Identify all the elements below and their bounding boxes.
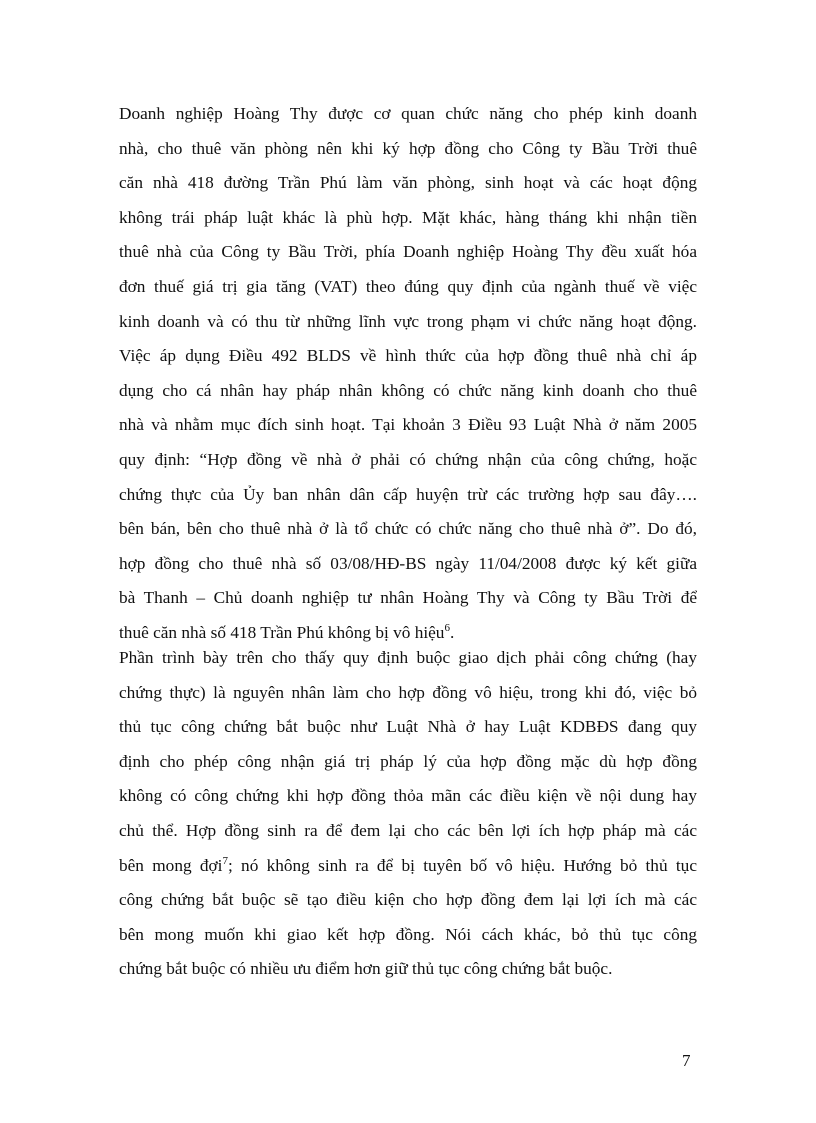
paragraph-line [119, 849, 697, 884]
paragraph-line: thủ tục công chứng bắt buộc như Luật Nhà ở hay Luật KDBĐS đang quy [119, 717, 697, 737]
paragraph-line: đơn thuế giá trị gia tăng (VAT) theo đúng quy định của ngành thuế về việc [119, 276, 697, 296]
body-paragraph [119, 97, 697, 651]
paragraph-line: nhà, cho thuê văn phòng nên khi ký hợp đồng cho Công ty Bầu Trời thuê [119, 138, 697, 158]
paragraph-line: hợp đồng cho thuê nhà số 03/08/HĐ-BS ngày 11/04/2008 được ký kết giữa [119, 553, 697, 573]
paragraph-text: . [449, 622, 455, 642]
paragraph-line: thuê nhà của Công ty Bầu Trời, phía Doanh nghiệp Hoàng Thy đều xuất hóa [119, 242, 697, 262]
paragraph-line: kinh doanh và có thu từ những lĩnh vực trong phạm vi chức năng hoạt động. [119, 311, 697, 331]
paragraph-line: Doanh nghiệp Hoàng Thy được cơ quan chức năng cho phép kinh doanh [119, 104, 697, 123]
paragraph-line: Việc áp dụng Điều 492 BLDS về hình thức của hợp đồng thuê nhà chỉ áp [119, 346, 697, 366]
paragraph-line: bên bán, bên cho thuê nhà ở là tổ chức có chức năng cho thuê nhà ở”. Do đó, [119, 519, 697, 539]
paragraph-line: nhà và nhằm mục đích sinh hoạt. Tại khoản 3 Điều 93 Luật Nhà ở năm 2005 [119, 415, 697, 435]
paragraph-line: Phần trình bày trên cho thấy quy định buộc giao dịch phải công chứng (hay [119, 648, 697, 667]
paragraph-line: không trái pháp luật khác là phù hợp. Mặt khác, hàng tháng khi nhận tiền [119, 207, 697, 227]
paragraph-line: chứng thực của Ủy ban nhân dân cấp huyện trừ các trường hợp sau đây…. [119, 484, 697, 504]
footnote-reference[interactable]: 7 [222, 854, 228, 867]
paragraph-text: bên mong đợi [119, 855, 223, 875]
footnote-reference[interactable]: 6 [444, 622, 450, 635]
paragraph-line: công chứng bắt buộc sẽ tạo điều kiện cho hợp đồng đem lại lợi ích mà các [119, 890, 697, 910]
paragraph-last-line: chứng bắt buộc có nhiều ưu điểm hơn giữ thủ tục công chứng bắt buộc. [119, 959, 613, 979]
paragraph-text: ; nó không sinh ra để bị tuyên bố vô hiệu. Hướng bỏ thủ tục [227, 855, 697, 875]
paragraph-line: bà Thanh – Chủ doanh nghiệp tư nhân Hoàng Thy và Công ty Bầu Trời để [119, 588, 697, 608]
page-number: 7 [682, 1051, 691, 1070]
body-paragraph [119, 641, 697, 987]
paragraph-line: không có công chứng khi hợp đồng thỏa mãn các điều kiện về nội dung hay [119, 786, 697, 806]
paragraph-line: bên mong muốn khi giao kết hợp đồng. Nói cách khác, bỏ thủ tục công [119, 924, 697, 944]
paragraph-line: chủ thể. Hợp đồng sinh ra để đem lại cho các bên lợi ích hợp pháp mà các [119, 820, 697, 840]
paragraph-text: thuê căn nhà số 418 Trần Phú không bị vô hiệu [119, 622, 445, 642]
paragraph-line: quy định: “Hợp đồng về nhà ở phải có chứng nhận của công chứng, hoặc [119, 449, 697, 469]
paragraph-line: căn nhà 418 đường Trần Phú làm văn phòng, sinh hoạt và các hoạt động [119, 173, 697, 193]
paragraph-line: dụng cho cá nhân hay pháp nhân không có chức năng kinh doanh cho thuê [119, 380, 697, 400]
paragraph-line: chứng thực) là nguyên nhân làm cho hợp đồng vô hiệu, trong khi đó, việc bỏ [119, 682, 697, 702]
paragraph-line: định cho phép công nhận giá trị pháp lý của hợp đồng mặc dù hợp đồng [119, 751, 697, 771]
